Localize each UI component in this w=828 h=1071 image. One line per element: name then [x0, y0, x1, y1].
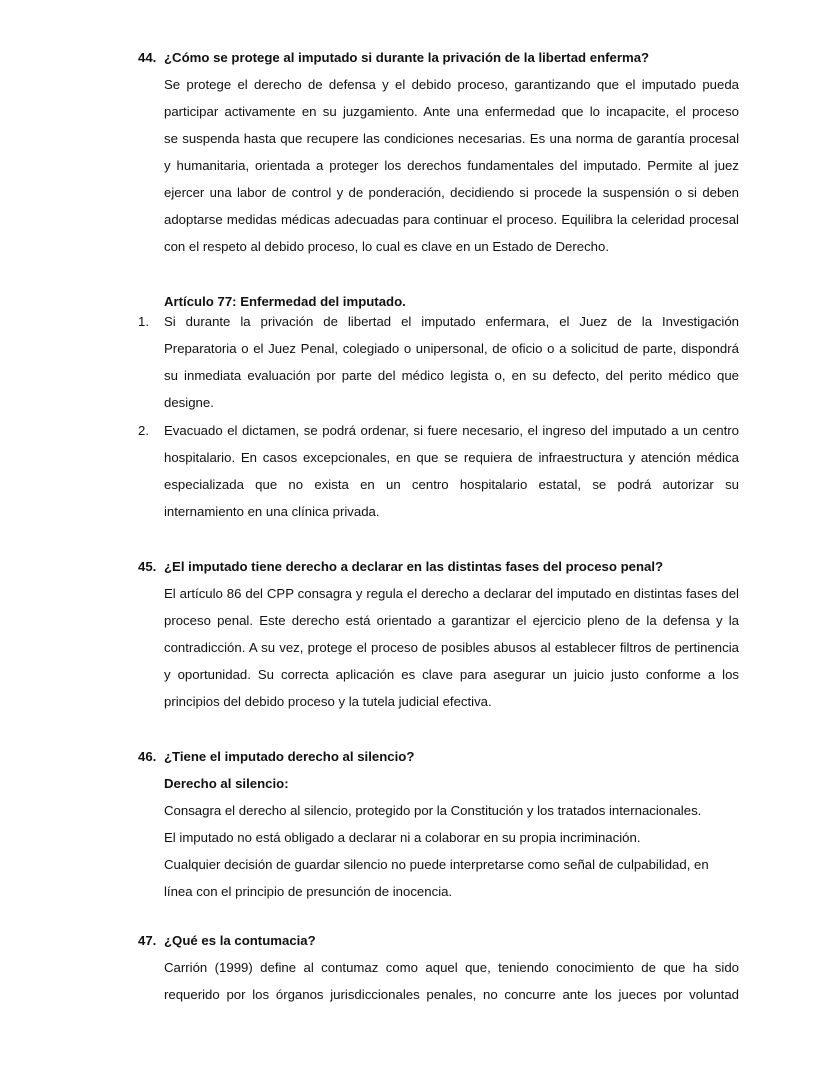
answer-line: contradicción. A su vez, protege el proceso de posibles abusos al establecer filtros de pertinencia	[164, 640, 739, 655]
article-line: su inmediata evaluación por parte del médico legista o, en su defecto, del perito médico que	[164, 368, 739, 383]
answer-line: y humanitaria, orientada a proteger los derechos fundamentales del imputado. Permite al juez	[164, 158, 739, 173]
article-line: hospitalario. En casos excepcionales, en que se requiera de infraestructura y atención médica	[164, 450, 739, 465]
article-title: Artículo 77: Enfermedad del imputado.	[164, 294, 406, 309]
answer-line: proceso penal. Este derecho está orientado a garantizar el ejercicio pleno de la defensa y la	[164, 613, 739, 628]
article-line: Preparatoria o el Juez Penal, colegiado o unipersonal, de oficio o a solicitud de parte, dispondrá	[164, 341, 739, 356]
answer-line: participar activamente en su juzgamiento. Ante una enfermedad que lo incapacite, el proceso	[164, 104, 739, 119]
answer-line: El artículo 86 del CPP consagra y regula el derecho a declarar del imputado en distintas fases del	[164, 586, 739, 601]
subheading: Derecho al silencio:	[164, 776, 289, 791]
answer-line: ejercer una labor de control y de ponderación, decidiendo si procede la suspensión o si deben	[164, 185, 739, 200]
question-number: 46.	[138, 749, 157, 764]
list-number: 1.	[138, 314, 149, 329]
question-heading: ¿El imputado tiene derecho a declarar en las distintas fases del proceso penal?	[164, 559, 664, 574]
answer-line: requerido por los órganos jurisdiccionales penales, no concurre ante los jueces por voluntad	[164, 987, 739, 1002]
answer-line: principios del debido proceso y la tutela judicial efectiva.	[164, 694, 492, 709]
answer-line: Consagra el derecho al silencio, protegido por la Constitución y los tratados internacionales.	[164, 803, 702, 818]
question-number: 44.	[138, 50, 157, 65]
question-heading: ¿Qué es la contumacia?	[164, 933, 316, 948]
answer-line: y oportunidad. Su correcta aplicación es clave para asegurar un juicio justo conforme a los	[164, 667, 739, 682]
article-line: Evacuado el dictamen, se podrá ordenar, si fuere necesario, el ingreso del imputado a un centro	[164, 423, 739, 438]
list-number: 2.	[138, 423, 149, 438]
question-heading: ¿Tiene el imputado derecho al silencio?	[164, 749, 415, 764]
question-number: 45.	[138, 559, 157, 574]
article-line: designe.	[164, 395, 214, 410]
answer-line: con el respeto al debido proceso, lo cual es clave en un Estado de Derecho.	[164, 239, 609, 254]
answer-line: El imputado no está obligado a declarar ni a colaborar en su propia incriminación.	[164, 830, 641, 845]
answer-line: se suspenda hasta que recupere las condiciones necesarias. Es una norma de garantía procesal	[164, 131, 739, 146]
answer-line: línea con el principio de presunción de inocencia.	[164, 884, 453, 899]
article-line: Si durante la privación de libertad el imputado enfermara, el Juez de la Investigación	[164, 314, 739, 329]
answer-line: Cualquier decisión de guardar silencio no puede interpretarse como señal de culpabilidad, en	[164, 857, 709, 872]
answer-line: Se protege el derecho de defensa y el debido proceso, garantizando que el imputado pueda	[164, 77, 739, 92]
article-line: especializada que no exista en un centro hospitalario estatal, se podrá autorizar su	[164, 477, 739, 492]
question-heading: ¿Cómo se protege al imputado si durante la privación de la libertad enferma?	[164, 50, 650, 65]
question-number: 47.	[138, 933, 157, 948]
answer-line: adoptarse medidas médicas adecuadas para continuar el proceso. Equilibra la celeridad procesal	[164, 212, 739, 227]
answer-line: Carrión (1999) define al contumaz como aquel que, teniendo conocimiento de que ha sido	[164, 960, 739, 975]
article-line: internamiento en una clínica privada.	[164, 504, 380, 519]
